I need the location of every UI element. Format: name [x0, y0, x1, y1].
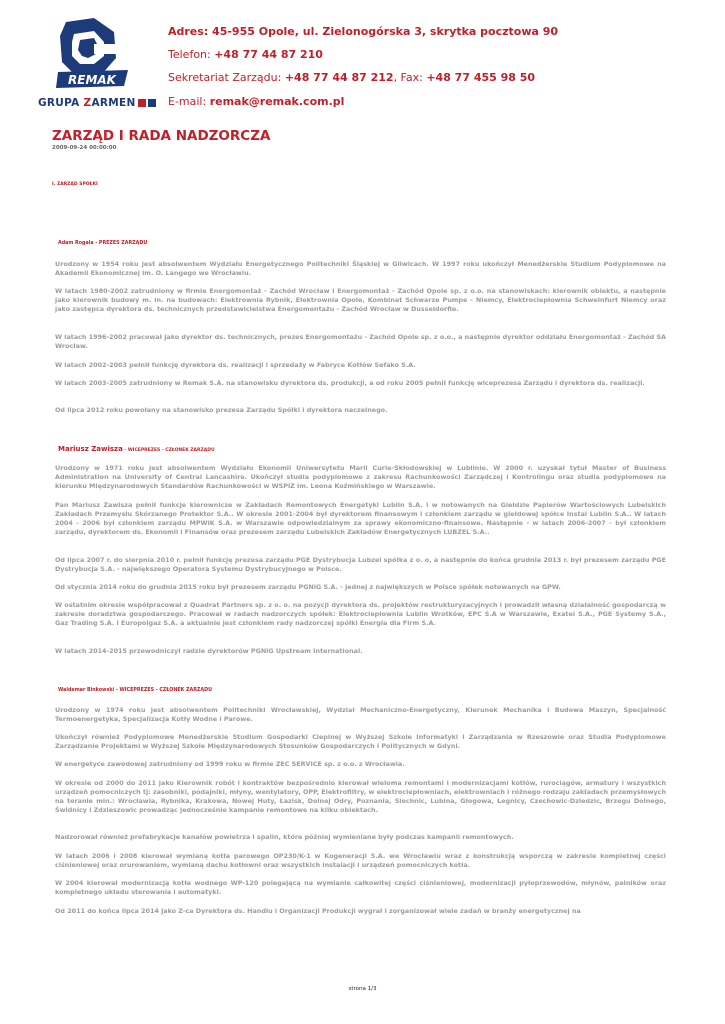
bio-paragraph: Od lipca 2007 r. do sierpnia 2010 r. pełnił funkcję prezesa zarządu PGE Dystrybucja Lubzel spółka z o. o, a następnie do końca grudnia 2013 r. był prezesem zarządu PGE Dystrybucja S.A. - największego Operatora Systemu Dystrybucyjnego w Polsce. — [55, 556, 666, 573]
person-role: - WICEPREZES - CZŁONEK ZARZĄDU — [122, 448, 215, 453]
secretariat-label: Sekretariat Zarządu: — [168, 71, 285, 84]
section-heading: I. ZARZĄD SPÓŁKI — [52, 182, 98, 187]
brand-rest: ARMEN — [91, 97, 136, 109]
person-heading-binkowski: Waldemar Binkowski - WICEPREZES - CZŁONEK ZARZĄDU — [58, 688, 212, 693]
brand-square-red-icon — [138, 99, 146, 107]
phone-line — [168, 48, 323, 61]
bio-paragraph: W latach 2002-2003 pełnił funkcję dyrektora ds. realizacji i sprzedaży w Fabryce Kotłów Sefako S.A. — [55, 361, 416, 369]
bio-paragraph: W energetyce zawodowej zatrudniony od 1999 roku w firmie ZEC SERVICE sp. z o.o. z Wrocławia. — [55, 760, 405, 768]
brand-prefix: GRUPA — [38, 97, 84, 109]
bio-paragraph: W latach 2006 i 2008 kierował wymianą kotła parowego OP230/K-1 w Kogeneracji S.A. we Wrocławiu wraz z konstrukcją wsporczą w zakresie kompletnej części ciśnieniowej oraz orurowaniem, wymianą dachu kotłowni oraz wszystkich instalacji i urządzeń pomocniczych kotła. — [55, 852, 666, 869]
bio-paragraph: W ostatnim okresie współpracował z Quadrat Partners sp. z o. o. na pozycji dyrektora ds. projektów restrukturyzacyjnych i prowadził własną działalność gospodarczą w zakresie doradztwa gospodarczego. Pracował w radach nadzorczych spółek: Elektrociepłownia Lublin Wrotków, EPC S.A w Warszawie, Exatel S.A., PGE Systemy S.A., Gaz Trading S.A. i Europolgaz S.A. a aktualnie jest członkiem rady nadzorczej spółki Energia dla Firm S.A. — [55, 601, 666, 627]
bio-paragraph: Nadzorował również prefabrykacje kanałów powietrza i spalin, które później wymieniane były podczas kampanii remontowych. — [55, 833, 514, 841]
fax-label: , Fax: — [393, 71, 427, 84]
email-link[interactable]: remak@remak.com.pl — [209, 95, 345, 108]
bio-paragraph: W okresie od 2000 do 2011 jako Kierownik robót i kontraktów bezpośrednio kierował wieloma remontami i modernizacjami kotłów, rurociągów, armatury i wszystkich urządzeń pomocniczych tj: zasobniki, podajniki, młyny, wentylatory, OPP, Elektrofiltry, w elektrociepłowniach, elektrowniach i różnego rodzaju zakładach przemysłowych na teranie min.: Wrocławia, Rybnika, Krakowa, Nowej Huty, Łazisk, Dolnej Odry, Poznania, Siechnic, Lubina, Głogowa, Legnicy, Czechowic-Dziedzic, Brzegu Dolnego, Świdnicy i Zdzieszowic prowadząc jednocześnie kampanie remontowe na kilku obiektach. — [55, 779, 666, 814]
publish-date: 2009-09-24 00:00:00 — [52, 145, 117, 151]
person-name: Mariusz Zawisza — [58, 445, 123, 453]
person-heading-rogala: Adam Rogala - PREZES ZARZĄDU — [58, 241, 148, 246]
bio-paragraph: Urodzony w 1971 roku jest absolwentem Wydziału Ekonomii Uniwersytetu Marii Curie-Skłodowskiej w Lublinie. W 2000 r. uzyskał tytuł Master of Business Administration na University of Central Lancashire. Ukończył studia podyplomowe z zakresu Rachunkowości Zarządczej i Kontrolingu oraz studia podyplomowe na kierunku Międzynarodowych Standardów Rachunkowości w WSPiZ im. Leona Koźmińskiego w Warszawie. — [55, 464, 666, 490]
secretariat-phone: +48 77 44 87 212 — [284, 71, 394, 84]
bio-paragraph: Urodzony w 1954 roku jest absolwentem Wydziału Energetycznego Politechniki Śląskiej w Gliwicach. W 1997 roku ukończył Menedżerskie Studium Podyplomowe na Akademii Ekonomicznej im. O. Langego we Wrocławiu. — [55, 260, 666, 277]
bio-paragraph: Ukończył również Podyplomowe Menedżerskie Studium Gospodarki Cieplnej w Wyższej Szkole Informatyki i Zarządzania w Rzeszowie oraz Studia Podyplomowe Zarządzanie Projektami w Wyższej Szkole Międzynarodowych Stosunków Gospodarczych i Politycznych w Gdyni. — [55, 733, 666, 750]
bio-paragraph: W latach 1980-2002 zatrudniony w firmie Energomontaż - Zachód Wrocław i Energomontaż - Zachód Opole sp. z o.o. na stanowiskach: kierownik obiektu, a następnie jako kierownik budowy m. in. na budowach: Elektrownia Rybnik, Elektrownia Opole, Kombinat Schwarze Pumpe - Niemcy, Elektrociepłownia Schweinfurt Niemcy oraz jako zastępca dyrektora ds. technicznych przedstawicielstwa Energomontażu - Zachód Wrocław w Dusseldorfie. — [55, 287, 666, 313]
bio-paragraph: W latach 2014-2015 przewodniczył radzie dyrektorów PGNiG Upstream International. — [55, 647, 363, 655]
bio-paragraph: Od stycznia 2014 roku do grudnia 2015 roku był prezesem zarządu PGNiG S.A. - jednej z największych w Polsce spółek notowanych na GPW. — [55, 583, 561, 591]
phone-label: Telefon: — [168, 48, 215, 61]
email-label: E-mail: — [168, 95, 210, 108]
brand-accent: Z — [83, 97, 92, 109]
brand-line — [38, 97, 156, 109]
page-header — [0, 0, 725, 120]
remak-logo — [36, 14, 156, 110]
bio-paragraph: Od 2011 do końca lipca 2014 jako Z-ca Dyrektora ds. Handlu i Organizacji Produkcji wygrał i zorganizował wiele zadań w branży energetycznej na — [55, 907, 581, 915]
brand-square-blue-icon — [148, 99, 156, 107]
secretariat-line — [168, 71, 535, 84]
bio-paragraph: W latach 2003-2005 zatrudniony w Remak S.A. na stanowisku dyrektora ds. produkcji, a od roku 2005 pełnił funkcję wiceprezesa Zarządu i dyrektora ds. realizacji. — [55, 379, 645, 387]
fax-value: +48 77 455 98 50 — [426, 71, 536, 84]
address-line: Adres: 45-955 Opole, ul. Zielonogórska 3, skrytka pocztowa 90 — [168, 25, 559, 38]
person-heading-zawisza — [58, 445, 215, 453]
bio-paragraph: Urodzony w 1974 roku jest absolwentem Politechniki Wrocławskiej, Wydział Mechaniczno-Energetyczny, Kierunek Mechanika i Budowa Maszyn, Specjalność Termoenergetyka, Specjalizacja Kotły Wodne i Parowe. — [55, 706, 666, 723]
bio-paragraph: W 2004 kierował modernizacją kotła wodnego WP-120 polegającą na wymianie całkowitej części ciśnieniowej, modernizacji pyłoprzewodów, młynów, palników oraz kompletnego układu sterowania i automatyki. — [55, 879, 666, 896]
page-title: ZARZĄD I RADA NADZORCZA — [52, 128, 271, 144]
page-footer: strona 1/3 — [348, 986, 377, 992]
bio-paragraph: W latach 1996-2002 pracował jako dyrektor ds. technicznych, prezes Energomontażu - Zachód Opole sp. z o.o., a następnie dyrektor oddziału Energomontaż - Zachód SA Wrocław. — [55, 333, 666, 350]
bio-paragraph: Od lipca 2012 roku powołany na stanowisko prezesa Zarządu Spółki i dyrektora naczelnego. — [55, 406, 388, 414]
phone-value: +48 77 44 87 210 — [214, 48, 323, 61]
email-line — [168, 95, 344, 108]
bio-paragraph: Pan Mariusz Zawisza pełnił funkcje kierownicze w Zakładach Remontowych Energetyki Lublin S.A. i w notowanych na Giełdzie Papierów Wartościowych Lubelskich Zakładach Przemysłu Skórzanego Protektor S.A.. W okresie 2001-2004 był dyrektorem finansowym i członkiem zarządu w giełdowej spółce Instal Lublin S.A.. W latach 2004 - 2006 był członkiem zarządu MPWiK S.A. w Warszawie odpowiedzialnym za sprawy ekonomiczno-finansowe. Następnie - w latach 2006-2007 - był członkiem zarządu, dyrektorem ds. Ekonomii i Finansów oraz prezesem zarządu Lubelskich Zakładów Energetycznych LUBZEL S.A.. — [55, 501, 666, 536]
logo-wordmark: REMAK — [68, 73, 116, 87]
